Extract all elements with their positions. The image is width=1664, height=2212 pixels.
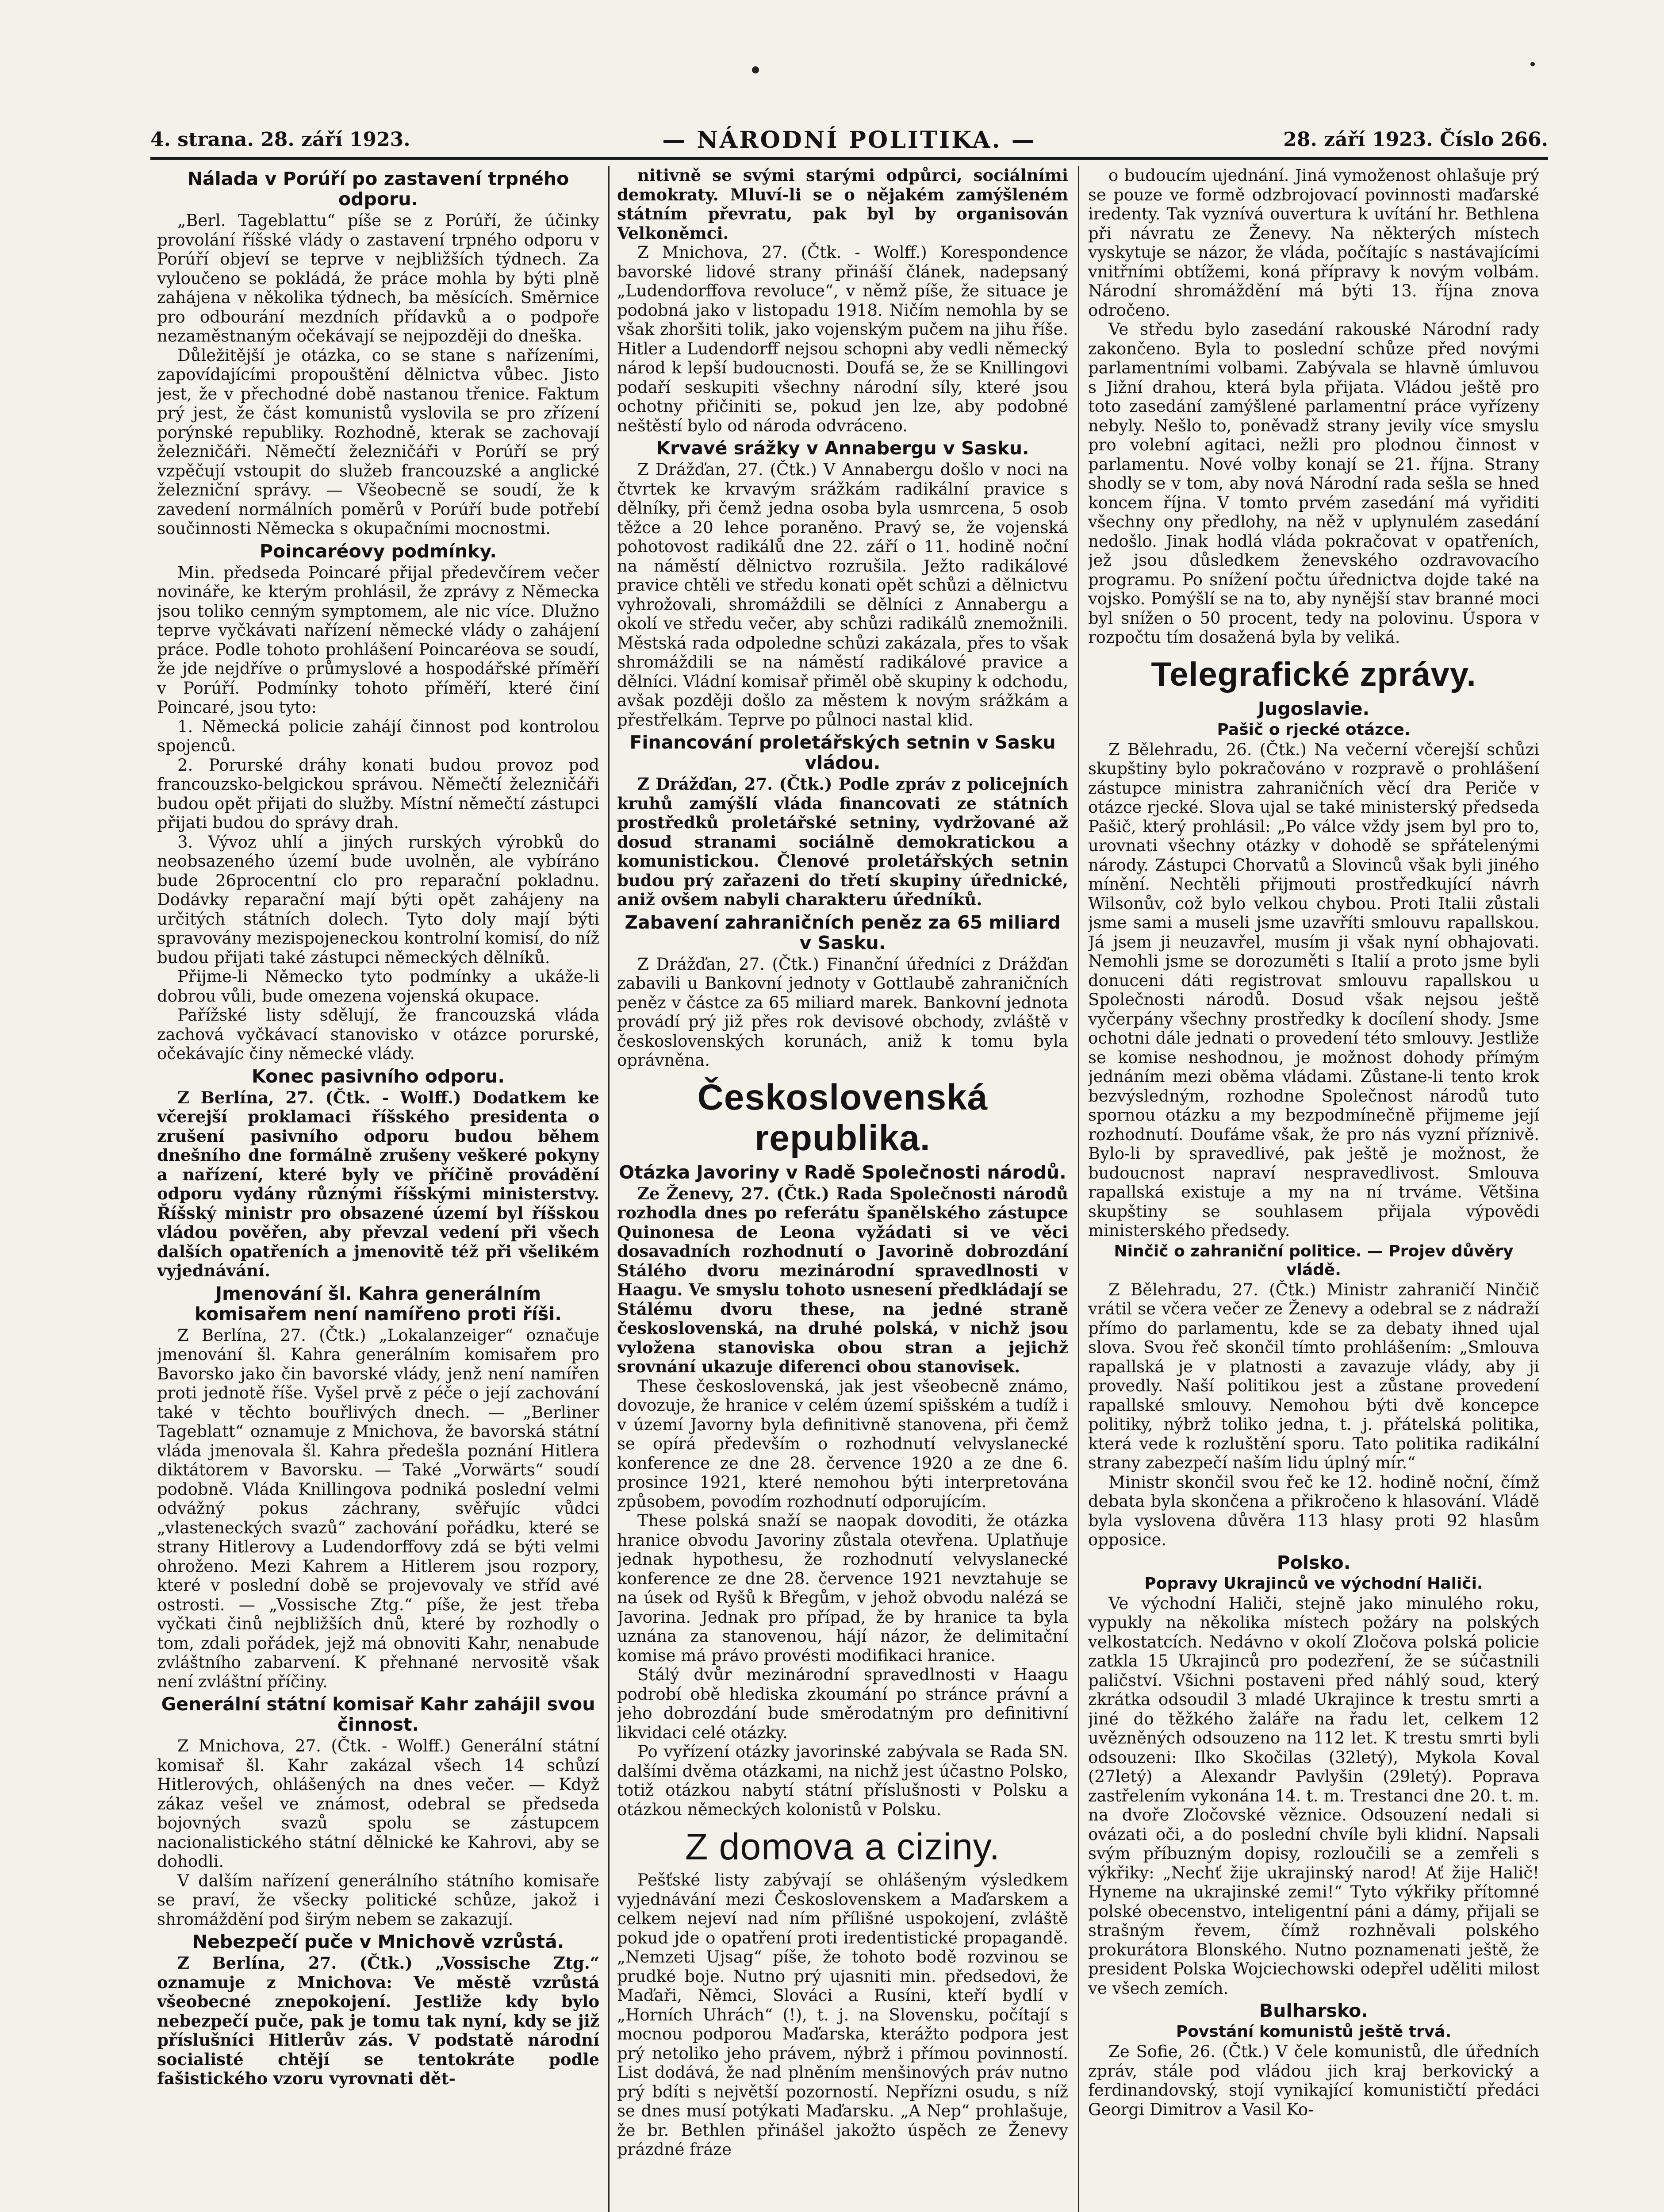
article-paragraph: „Berl. Tageblattu“ píše se z Porúří, že účinky provolání říšské vlády o zastavení trpného odporu v Porúří objeví se teprve v nejbližších týdnech. Za vyloučeno se pokládá, že práce mohla by býti plně zahájena v několika týdnech, ba měsících. Směrnice pro odbourání mezdních přídavků a o podpoře nezaměstnaným očekávají se nejpozději do dneška.: [157, 211, 599, 346]
article-paragraph: Z Bělehradu, 27. (Čtk.) Ministr zahraničí Ninčič vrátil se včera večer ze Ženevy a odebral se z nádraží přímo do parlamentu, kde se za debaty ihned ujal slova. Svou řeč skončil tímto prohlášením: „Smlouva rapallská je v platnosti a zavazuje vlády, aby ji provedly. Naší politikou jest a zůstane provedení rapallské smlouvy. Nemohou býti dvě koncepce politiky, nýbrž toliko jedna, t. j. přátelská politika, která vede k rozluštění sporu. Tato politika radikální strany zabezpečí naším lidu úplný mír.“: [1088, 1280, 1539, 1472]
section-heading: Z domova a ciziny.: [685, 1826, 1001, 1867]
header-left: 4. strana. 28. září 1923.: [150, 128, 410, 151]
article-paragraph: Min. předseda Poincaré přijal předevčírem večer novináře, ke kterým prohlásil, že zprávy z Německa jsou toliko cenným symptomem, ale nic více. Dlužno teprve vyčkávati nařízení německé vlády o zahájení práce. Podle tohoto prohlášení Poincaréova se soudí, že jde nejdříve o průmyslové a hospodářské příměří v Porúří. Podmínky tohoto příměří, které činí Poincaré, jsou tyto:: [157, 563, 599, 717]
article-paragraph: Ve východní Haliči, stejně jako minulého roku, vypukly na několika místech požáry na polských velkostatcích. Nedávno v okolí Zločova polská policie zatkla 15 Ukrajinců pro podezření, že se súčastnili paličství. Všichni postaveni před náhlý soud, který zkrátka odsoudil 3 mladé Ukrajince k trestu smrti a jiné do těžkého žaláře na řadu let, celkem 12 uvězněných odsouzeno na 112 let. K trestu smrti byli odsouzeni: Ilko Skočilas (32letý), Mykola Koval (27letý) a Alexandr Pavlyšin (29letý). Poprava zastřelením vykonána 14. t. m. Trestanci dne 20. t. m. na dvoře Zločovské věznice. Odsouzení nedali si ovázati oči, a do poslední chvíle byli klidní. Napsali svým příbuzným dopisy, rozloučili se a zemřeli s výkřiky: „Nechť žije ukrajinský narod! Ať žije Halič! Hyneme na ukrajinské zemi!“ Tyto výkřiky přítomné polské obecenstvo, inteligentní páni a dámy, přijali se strašným řevem, čímž rozhněvali polského prokurátora Blonského. Nutno poznamenati ještě, že president Polska Wojciechowski odepřel uděliti milost ve všech zemích.: [1088, 1594, 1539, 1998]
article-paragraph: Z Mnichova, 27. (Čtk. - Wolff.) Generální státní komisař šl. Kahr zakázal všech 14 schůzí Hitlerových, ohlášených na dnes večer. — Když zákaz vešel ve známost, odebral se předseda bojovných svazů spolu se zástupcem nacionalistického státní dělnické ke Kahrovi, aby se dohodli.: [157, 1736, 599, 1871]
column-divider: [608, 166, 610, 2212]
column-2: [617, 166, 1068, 2212]
print-speck: [1530, 62, 1535, 66]
article-headline: Financování proletářských setnin v Sasku vládou.: [629, 732, 1056, 773]
article-headline: Poincaréovy podmínky.: [260, 540, 497, 562]
article-headline: Konec pasivního odporu.: [252, 1065, 505, 1087]
article-paragraph: Z Drážďan, 27. (Čtk.) Podle zpráv z policejních kruhů zamýšlí vláda financovati ze státních prostředků proletářské setniny, vydržované až dosud stranami sociálně demokratickou a komunistickou. Členové proletářských setnin budou prý zařazeni do třetí skupiny úřednické, aniž ovšem nabyli charakteru úředníků.: [617, 774, 1068, 909]
article-paragraph: Z Mnichova, 27. (Čtk. - Wolff.) Korespondence bavorské lidové strany přináší článek, nadepsaný „Ludendorffova revoluce“, v němž píše, že situace je podobná jako v listopadu 1918. Ničím nemohla by se však zhoršiti tolik, jako vojenským pučem na jihu říše. Hitler a Ludendorff nejsou schopni aby vedli německý národ k lepší budoucnosti. Doufá se, že se Knillingovi podaří seskupiti všechny národní síly, které jsou ochotny přičiniti se, pokud jen lze, aby podobné neštěstí bylo od národa odvráceno.: [617, 243, 1068, 435]
article-headline: Generální státní komisař Kahr zahájil svou činnost.: [161, 1694, 595, 1735]
article-headline: Polsko.: [1277, 1551, 1351, 1573]
column-divider: [1078, 166, 1079, 2212]
article-headline: Jugoslavie.: [1258, 698, 1370, 719]
article-paragraph: Důležitější je otázka, co se stane s nařízeními, zapovídajícími propouštění dělnictva vůbec. Jisto jest, že v přechodné době nastanou třenice. Faktum prý jest, že část komunistů vyslovila se pro zřízení porýnské republiky. Rozhodně, kterak se zachovají železničáři. Němečtí železničáři v Porúří se prý vzpěčují vstoupit do služeb francouzské a anglické železniční správy. — Všeobecně se soudí, že k zavedení normálních poměrů v Porúří bude potřebí součinnosti Německa s okupačními mocnostmi.: [157, 346, 599, 538]
article-paragraph: Stálý dvůr mezinárodní spravedlnosti v Haagu podrobí obě hlediska zkoumání po stránce právní a jeho dobrozdání bude směrodatným pro definitivní likvidaci celé otázky.: [617, 1665, 1068, 1742]
article-headline: Nálada v Porúří po zastavení trpného odporu.: [187, 168, 569, 210]
article-headline: Zabavení zahraničních peněz za 65 miliard v Sasku.: [625, 911, 1061, 953]
article-paragraph: Přijme-li Německo tyto podmínky a ukáže-li dobrou vůli, bude omezena vojenská okupace.: [157, 967, 599, 1006]
article-headline: Krvavé srážky v Annabergu v Sasku.: [656, 438, 1029, 459]
article-subheadline: Povstání komunistů ještě trvá.: [1176, 2023, 1452, 2041]
article-paragraph: Ministr skončil svou řeč ke 12. hodině noční, čímž debata byla skončena a přikročeno k hlasování. Vládě byla vyslovena důvěra 113 hlasy proti 92 hlasům opposice.: [1088, 1472, 1539, 1549]
section-heading: Československá republika.: [697, 1077, 988, 1158]
article-paragraph: Ze Sofie, 26. (Čtk.) V čele komunistů, dle úředních zpráv, stále pod vládou jich kraj berkovický a ferdinandovský, stojí vynikající komunističtí předáci Georgi Dimitrov a Vasil Ko-: [1088, 2042, 1539, 2119]
article-subheadline: Pašič o rjecké otázce.: [1217, 720, 1411, 739]
article-paragraph: Z Drážďan, 27. (Čtk.) Finanční úředníci z Drážďan zabavili u Bankovní jednoty v Gottlaubě zahraničních peněz v částce za 65 miliard marek. Bankovní jednota provádí prý již přes rok devisové obchody, zvláště v československých korunách, aniž k tomu byla oprávněna.: [617, 954, 1068, 1070]
article-paragraph: Ze Ženevy, 27. (Čtk.) Rada Společnosti národů rozhodla dnes po referátu španělského zástupce Quinonesa de Leona vyžádati si ve věci dosavadních rozhodnutí o Javorině dobrozdání Stálého dvoru mezinárodní spravedlnosti v Haagu. Ve smyslu tohoto usnesení předkládají se Stálému dvoru these, na jedné straně československá, na druhé polská, v nichž jsou vyložena stanoviska obou stran a jejichž srovnání ukazuje diferenci obou stanovisek.: [617, 1183, 1068, 1376]
article-paragraph: Z Bělehradu, 26. (Čtk.) Na večerní včerejší schůzi skupštiny bylo pokračováno v rozpravě o prohlášení zástupce ministra zahraničních věcí dra Periče v otázce rjecké. Slova ujal se také ministerský předseda Pašič, který prohlásil: „Po válce vždy jsem byl pro to, urovnati všechny otázky v dohodě se spřátelenými národy. Zástupci Chorvatů a Slovinců však byli jiného mínění. Nechtěli přijmouti prostředkující návrh Wilsonův, což bylo velkou chybou. Proti Italii zůstali jsme sami a museli jsme uzavříti smlouvu rapallskou. Já jsem ji neuzavřel, musím ji však nyní obhajovati. Nemohli jsme se dorozuměti s Italií a proto jsme byli donuceni dáti registrovat smlouvu rapallskou u Společnosti národů. Dosud však nejsou ještě vyčerpány všechny prostředky k docílení shody. Jsme ochotni dále jednati o provedení této smlouvy. Jestliže se komise neshodnou, je možnost dohody přímým jednáním mezi oběma vládami. Zůstane-li tento krok bezvýsledným, rozhodne Společnost národů tuto spornou otázku a my bezpodmínečně přijmeme její rozhodnutí. Doufáme však, že pro nás vyzní příznivě. Bylo-li by spravedlivé, pak ještě je možnost, že budoucnost napraví nespravedlivost. Smlouva rapallská existuje a my na ní trváme. Většina skupštiny se souhlasem přijala výpovědi ministerského předsedy.: [1088, 740, 1539, 1240]
column-1: [157, 166, 599, 2212]
article-paragraph: nitivně se svými starými odpůrci, sociálními demokraty. Mluví-li se o nějakém zamýšleném státním převratu, pak byl by organisován Velkoněmci.: [617, 166, 1068, 243]
article-subheadline: Ninčič o zahraniční politice. — Projev důvěry vládě.: [1114, 1242, 1514, 1279]
article-paragraph: 2. Porurské dráhy konati budou provoz pod francouzsko-belgickou správou. Němečtí železničáři budou opět přijati do služby. Místní němečtí zástupci přijati budou do správy drah.: [157, 755, 599, 832]
header-right: 28. září 1923. Číslo 266.: [1283, 128, 1548, 151]
section-heading: Telegrafické zprávy.: [1151, 655, 1476, 693]
article-headline: Otázka Javoriny v Radě Společnosti národů.: [619, 1161, 1066, 1183]
article-paragraph: Z Berlína, 27. (Čtk.) „Lokalanzeiger“ označuje jmenování šl. Kahra generálním komisařem pro Bavorsko jako čin bavorské vlády, jenž není namířen proti jednotě říše. Vyšel prvě z péče o její zachování také v těchto bouřlivých dnech. — „Berliner Tageblatt“ oznamuje z Mnichova, že bavorská státní vláda jmenovala šl. Kahra předešla poznání Hitlera diktátorem v Bavorsku. — Také „Vorwärts“ soudí podobně. Vláda Knillingova podniká poslední velmi odvážný pokus záchrany, svěřujíc vůdci „vlasteneckých svazů“ zachování pořádku, které se strany Hitlerovy a Ludendorffovy zdá se býti velmi ohroženo. Mezi Kahrem a Hitlerem jsou rozpory, které v poslední době se projevovaly ve stříd avé ostrosti. — „Vossische Ztg.“ píše, že jest třeba vyčkati činů nejbližších dnů, které by rozhodly o tom, zdali pořádek, jejž má obnoviti Kahr, nenabude zvláštního zabarvení. K přehnané nervositě však není zvláštní příčiny.: [157, 1325, 599, 1691]
article-paragraph: These polská snaží se naopak dovoditi, že otázka hranice obvodu Javoriny zůstala otevřena. Uplatňuje jednak hypothesu, že rozhodnutí velvyslanecké konference ze dne 28. července 1921 nevztahuje se na úsek od Ryšů k Břegům, v jehož obvodu nalézá se Javorina. Jednak pro případ, že by hranice ta byla uznána za stanovenou, hájí názor, že delimitační komise má právo provésti modifikaci hranice.: [617, 1511, 1068, 1665]
article-paragraph: These československá, jak jest všeobecně známo, dovozuje, že hranice v celém území spišském a tudíž i v území Javorny byla definitivně stanovena, při čemž se opírá především o rozhodnutí velvyslanecké konference ze dne 28. července 1920 a ze dne 6. prosince 1921, které nemohou býti interpretována způsobem, povodím rozhodnutí odporujícím.: [617, 1376, 1068, 1511]
article-paragraph: Ve středu bylo zasedání rakouské Národní rady zakončeno. Byla to poslední schůze před novými parlamentními volbami. Zabývala se hlavně úmluvou s Jižní drahou, která byla přijata. Vládou ještě pro toto zasedání zamýšlené parlamentní práce vyřízeny nebyly. Nešlo to, poněvadž strany jevily více smyslu pro volební agitaci, nežli pro plodnou činnost v parlamentu. Nové volby konají se 21. října. Strany shodly se v tom, aby nová Národní rada sešla se hned koncem října. V tomto prvém zasedání má vyřiditi všechny ony předlohy, na něž v uplynulém zasedání nedošlo. Jinak hodlá vláda pokračovat v opatřeních, jež jsou důsledkem ženevského ozdravovacího programu. Po snížení počtu úřednictva dojde také na vojsko. Pomýšlí se na to, aby nynější stav branné moci byl snížen o 50 procent, tedy na polovinu. Úspora v rozpočtu tím dosažená byla by veliká.: [1088, 320, 1539, 647]
page-header: [150, 128, 1548, 155]
article-paragraph: Pařížské listy sdělují, že francouzská vláda zachová vyčkávací stanovisko v otázce porurské, očekávajíc činy německé vlády.: [157, 1006, 599, 1063]
article-paragraph: 3. Vývoz uhlí a jiných rurských výrobků do neobsazeného území bude uvolněn, ale vybíráno bude 26procentní clo pro reparační pokladnu. Dodávky reparační mají býti opět zahájeny na určitých státních dolech. Tyto doly mají býti spravovány mezispojeneckou kontrolní komisí, do níž budou přijati také zástupci německých dělníků.: [157, 832, 599, 967]
article-paragraph: Po vyřízení otázky javorinské zabývala se Rada SN. dalšími dvěma otázkami, na nichž jest účastno Polsko, totiž otázkou nabytí státní příslušnosti v Polsku a otázkou německých kolonistů v Polsku.: [617, 1742, 1068, 1819]
article-paragraph: Z Berlína, 27. (Čtk. - Wolff.) Dodatkem ke včerejší proklamaci říšského presidenta o zrušení pasivního odporu budou během dnešního dne formálně zrušeny veškeré pokyny a nařízení, které byly ve příčině provádění odporu vydány různými říšskými ministerstvy. Říšský ministr pro obsazené území byl říšskou vládou pověřen, aby převzal vedení při všech dalších opatřeních a jmenovitě též při všelikém vyjednávání.: [157, 1087, 599, 1280]
article-paragraph: 1. Německá policie zahájí činnost pod kontrolou spojenců.: [157, 717, 599, 755]
article-paragraph: Z Drážďan, 27. (Čtk.) V Annabergu došlo v noci na čtvrtek ke krvavým srážkám radikální pravice s dělníky, při čemž jedna osoba byla usmrcena, 5 osob těžce a 20 lehce poraněno. Pravý se, že vojenská pohotovost radikálů dne 22. září o 11. hodině noční na náměstí dělnictvo rozrušila. Ježto radikálové pravice chtěli ve středu konati opět schůzi a dělnictvu vyhrožovali, shromáždili se dělníci z Annabergu a okolí ve středu večer, aby schůzi radikálů znemožnili. Městská rada odpoledne schůzi zakázala, přes to však shromáždili se na náměstí radikálové pravice a dělníci. Vládní komisař přiměl obě skupiny k odchodu, avšak později došlo za městem k novým srážkám a přestřelkám. Teprve po půlnoci nastal klid.: [617, 460, 1068, 730]
article-paragraph: Pešťské listy zabývají se ohlášeným výsledkem vyjednávání mezi Československem a Maďarskem a celkem nejeví nad ním přílišné uspokojení, zvláště pokud jde o opatření proti iredentistické propagandě. „Nemzeti Ujsag“ píše, že tohoto bodě rozvinou se prudké boje. Nutno prý ujasniti min. předsedovi, že Maďaři, Němci, Slováci a Rusíni, kteří bydlí v „Horních Uhrách“ (!), t. j. na Slovensku, počítají s mocnou podporou Maďarska, kterážto podpora jest prý netoliko jeho právem, nýbrž i přímou povinností. List dodává, že nad plněním menšinových práv nutno prý bdíti s největší pozorností. Nepřízni osudu, s níž se dnes musí potýkati Maďarsku. „A Nep“ prohlašuje, že br. Bethlen přinášel jakožto úspěch ze Ženevy prázdné fráze: [617, 1870, 1068, 2159]
article-headline: Nebezpečí puče v Mnichově vzrůstá.: [192, 1931, 564, 1952]
article-paragraph: Z Berlína, 27. (Čtk.) „Vossische Ztg.“ oznamuje z Mnichova: Ve městě vzrůstá všeobecné znepokojení. Jestliže kdy bylo nebezpečí puče, pak je tomu tak nyní, kdy se již příslušníci Hitlerův zás. V podstatě národní socialisté chtějí se tentokráte podle fašistického vzoru vyrovnati dět-: [157, 1953, 599, 2088]
column-3: [1088, 166, 1539, 2212]
article-headline: Jmenování šl. Kahra generálním komisařem není namířeno proti říši.: [195, 1283, 562, 1325]
masthead: — NÁRODNÍ POLITIKA. —: [662, 127, 1036, 154]
header-rule: [150, 157, 1548, 160]
article-subheadline: Popravy Ukrajinců ve východní Haliči.: [1144, 1574, 1483, 1593]
article-paragraph: V dalším nařízení generálního státního komisaře se praví, že všecky politické schůze, jakož i shromáždění pod širým nebem se zakazují.: [157, 1871, 599, 1929]
print-speck: [752, 66, 759, 73]
article-headline: Bulharsko.: [1259, 2000, 1368, 2021]
article-paragraph: o budoucím ujednání. Jiná vymoženost ohlašuje prý se pouze ve formě odzbrojovací povinnosti maďarské iredenty. Tak vyznívá ouvertura k uvítání hr. Bethlena při návratu ze Ženevy. Na některých místech vyskytuje se názor, že vláda, počítajíc s nastávajícími vnitřními obtížemi, koná přípravy k novým volbám. Národní shromáždění má býti 13. října znova odročeno.: [1088, 166, 1539, 320]
